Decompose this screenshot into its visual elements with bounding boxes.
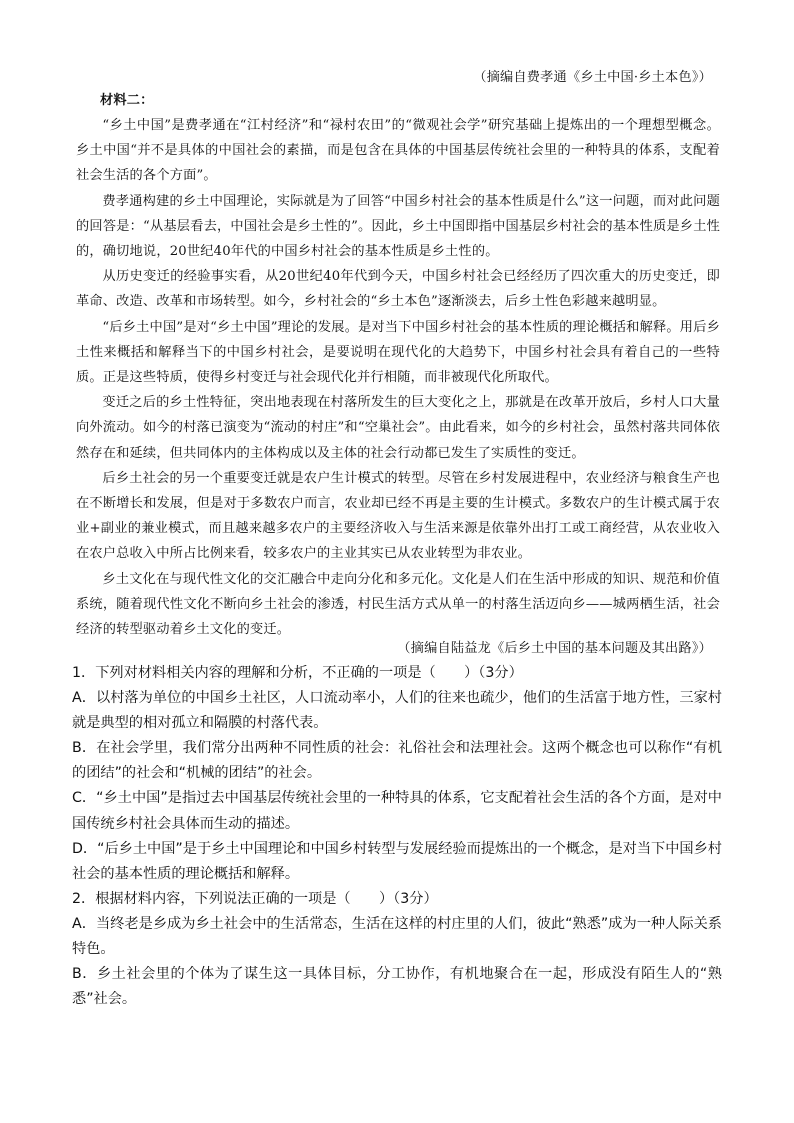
paragraph: “乡土中国”是费孝通在“江村经济”和“禄村农田”的“微观社会学”研究基础上提炼出的一个理想型概念。乡土中国“并不是具体的中国社会的素描，而是包含在具体的中国基层传统社会里的一种特具的体系，支配着社会生活的各个方面”。 — [76, 118, 720, 184]
question-stem: 2．根据材料内容，下列说法正确的一项是（ ）（3分） — [72, 890, 438, 907]
paragraph: “后乡土中国”是对“乡土中国”理论的发展。是对当下中国乡村社会的基本性质的理论概括和解释。用后乡土性来概括和解释当下的中国乡村社会，是要说明在现代化的大趋势下，中国乡村社会具有着自己的一些特质。正是这些特质，使得乡村变迁与社会现代化并行相随，而非被现代化所取代。 — [76, 319, 720, 386]
question-option: B．乡土社会里的个体为了谋生这一具体目标，分工协作，有机地聚合在一起，形成没有陌生人的“熟悉”社会。 — [72, 966, 722, 1008]
question-option: B．在社会学里，我们常分出两种不同性质的社会：礼俗社会和法理社会。这两个概念也可以称作“有机的团结”的社会和“机械的团结”的社会。 — [72, 740, 722, 782]
paragraph: 变迁之后的乡土性特征，突出地表现在村落所发生的巨大变化之上，那就是在改革开放后，乡村人口大量向外流动。如今的村落已演变为“流动的村庄”和“空巢社会”。由此看来，如今的乡村社会，虽然村落共同体依然存在和延续，但共同体内的主体构成以及主体的社会行动都已发生了实质性的变迁。 — [76, 395, 720, 461]
questions-section — [72, 661, 722, 1012]
material-heading: 材料二： — [100, 93, 154, 108]
question-stem: 1．下列对材料相关内容的理解和分析，不正确的一项是（ ）（3分） — [72, 665, 523, 681]
question-option: A．当终老是乡成为乡土社会中的生活常态，生活在这样的村庄里的人们，彼此“熟悉”成为一种人际关系特色。 — [72, 915, 722, 958]
paragraph: 后乡土社会的另一个重要变迁就是农户生计模式的转型。尽管在乡村发展进程中，农业经济与粮食生产也在不断增长和发展，但是对于多数农户而言，农业却已经不再是主要的生计模式。多数农户的生计模式属于农业+副业的兼业模式，而且越来越多农户的主要经济收入与生活来源是依靠外出打工或工商经营，从农业收入在农户总收入中所占比例来看，较多农户的主业其实已从农业转型为非农业。 — [76, 470, 720, 562]
source-citation-top: （摘编自费孝通《乡土中国·乡土本色》） — [473, 70, 712, 85]
question-option: A．以村落为单位的中国乡土社区，人口流动率小，人们的往来也疏少，他们的生活富于地方性，三家村就是典型的相对孤立和隔膜的村落代表。 — [72, 690, 722, 732]
question-option: D．“后乡土中国”是于乡土中国理论和中国乡村转型与发展经验而提炼出的一个概念，是对当下中国乡村社会的基本性质的理论概括和解释。 — [72, 840, 722, 882]
paragraph: 从历史变迁的经验事实看，从20世纪40年代到今天，中国乡村社会已经经历了四次重大的历史变迁，即革命、改造、改革和市场转型。如今，乡村社会的“乡土本色”逐渐淡去，后乡土性色彩越来越明显。 — [76, 269, 720, 310]
question-option: C．“乡土中国”是指过去中国基层传统社会里的一种特具的体系，它支配着社会生活的各个方面，是对中国传统乡村社会具体而生动的描述。 — [72, 790, 722, 832]
material-body — [76, 113, 720, 642]
paragraph: 乡土文化在与现代性文化的交汇融合中走向分化和多元化。文化是人们在生活中形成的知识、规范和价值系统，随着现代性文化不断向乡土社会的渗透，村民生活方式从单一的村落生活迈向乡——城两栖生活，社会经济的转型驱动着乡土文化的变迁。 — [76, 571, 720, 638]
source-citation-bottom: （摘编自陆益龙《后乡土中国的基本问题及其出路》） — [397, 641, 712, 656]
paragraph: 费孝通构建的乡土中国理论，实际就是为了回答“中国乡村社会的基本性质是什么”这一问题，而对此问题的回答是：“从基层看去，中国社会是乡土性的”。因此，乡土中国即指中国基层乡村社会的基本性质是乡土性的，确切地说，20世纪40年代的中国乡村社会的基本性质是乡土性的。 — [76, 193, 720, 260]
